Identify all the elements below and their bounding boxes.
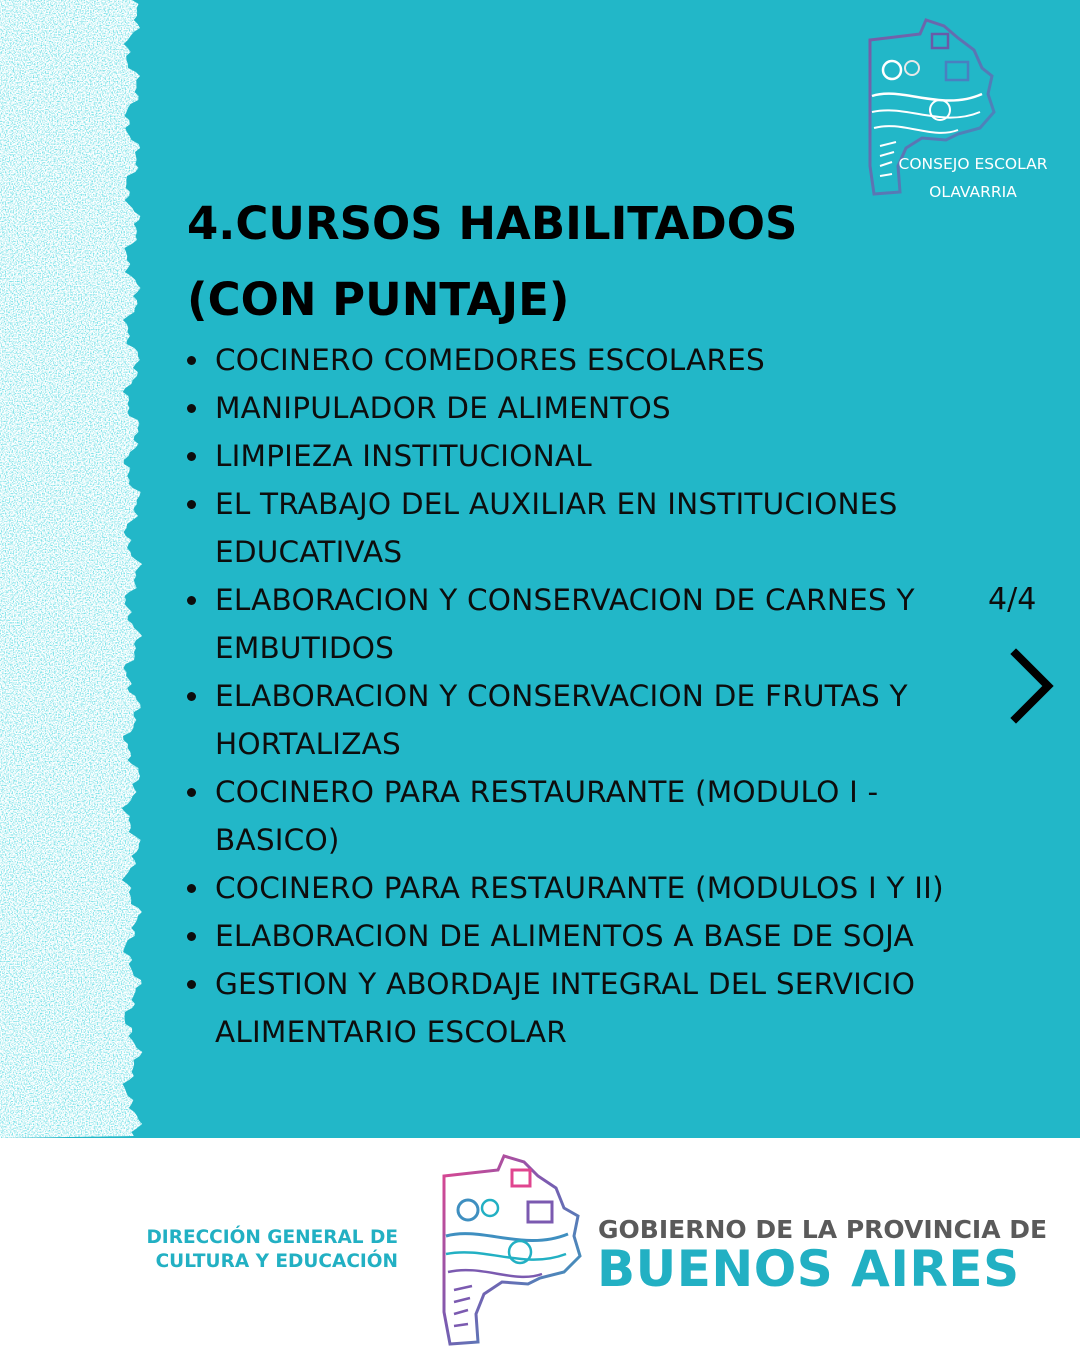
list-item: ELABORACION Y CONSERVACION DE FRUTAS Y HORTALIZAS xyxy=(187,672,967,768)
buenos-aires-map-logo xyxy=(438,1152,588,1346)
government-label: GOBIERNO DE LA PROVINCIA DE xyxy=(598,1215,1048,1244)
list-item: COCINERO PARA RESTAURANTE (MODULO I - BASICO) xyxy=(187,768,967,864)
title-line: (CON PUNTAJE) xyxy=(187,273,570,326)
list-item: COCINERO COMEDORES ESCOLARES xyxy=(187,336,967,384)
title-line: 4.CURSOS HABILITADOS xyxy=(187,197,798,250)
agency-line: DIRECCIÓN GENERAL DE xyxy=(146,1227,398,1248)
list-item: LIMPIEZA INSTITUCIONAL xyxy=(187,432,967,480)
badge-line: OLAVARRIA xyxy=(929,183,1017,201)
province-name: BUENOS AIRES xyxy=(597,1240,1020,1298)
list-item: ELABORACION Y CONSERVACION DE CARNES Y EMBUTIDOS xyxy=(187,576,967,672)
agency-line: CULTURA Y EDUCACIÓN xyxy=(155,1251,398,1272)
next-slide-button[interactable] xyxy=(1004,648,1060,724)
page-counter: 4/4 xyxy=(988,582,1037,617)
chevron-right-icon xyxy=(1004,648,1060,724)
list-item: EL TRABAJO DEL AUXILIAR EN INSTITUCIONES EDUCATIVAS xyxy=(187,480,967,576)
list-item: GESTION Y ABORDAJE INTEGRAL DEL SERVICIO ALIMENTARIO ESCOLAR xyxy=(187,960,967,1056)
badge-line: CONSEJO ESCOLAR xyxy=(898,155,1048,173)
list-item: MANIPULADOR DE ALIMENTOS xyxy=(187,384,967,432)
province-map-emblem-icon xyxy=(438,1152,588,1346)
consejo-escolar-label xyxy=(888,150,1058,206)
page-title xyxy=(187,186,887,338)
dgce-label xyxy=(130,1226,398,1274)
torn-paper-edge xyxy=(0,0,160,1138)
list-item: ELABORACION DE ALIMENTOS A BASE DE SOJA xyxy=(187,912,967,960)
list-item: COCINERO PARA RESTAURANTE (MODULOS I Y II) xyxy=(187,864,967,912)
course-list xyxy=(187,336,967,1056)
